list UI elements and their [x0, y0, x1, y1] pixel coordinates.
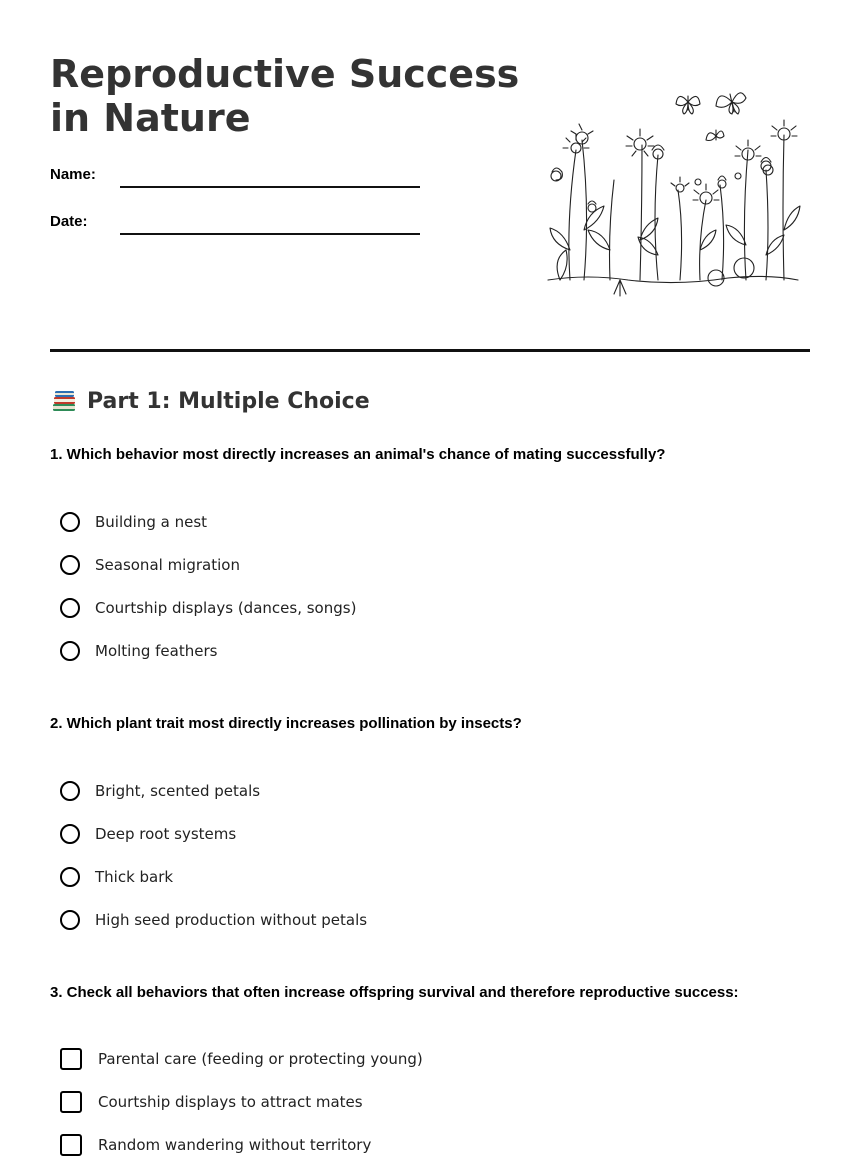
- q2-option-2[interactable]: [60, 821, 236, 847]
- option-label: Courtship displays to attract mates: [98, 1093, 363, 1111]
- option-label: Random wandering without territory: [98, 1136, 372, 1154]
- radio-button[interactable]: [60, 555, 80, 575]
- radio-button[interactable]: [60, 867, 80, 887]
- question-2: 2. Which plant trait most directly increases pollination by insects?: [50, 715, 522, 732]
- option-label: Bright, scented petals: [95, 782, 261, 800]
- part1-heading: [50, 387, 370, 415]
- wildflower-butterfly-illustration: [540, 80, 810, 305]
- radio-button[interactable]: [60, 598, 80, 618]
- q3-option-2[interactable]: [60, 1089, 363, 1115]
- q1-option-2[interactable]: [60, 552, 240, 578]
- option-label: Molting feathers: [95, 642, 218, 660]
- q1-option-3[interactable]: [60, 595, 356, 621]
- option-label: High seed production without petals: [95, 911, 368, 929]
- q1-option-4[interactable]: [60, 638, 217, 664]
- checkbox[interactable]: [60, 1048, 82, 1070]
- worksheet-title: Reproductive Success in Nature: [50, 52, 520, 140]
- q1-option-1[interactable]: [60, 509, 207, 535]
- option-label: Thick bark: [95, 868, 174, 886]
- q3-option-3[interactable]: [60, 1132, 371, 1158]
- date-label: Date:: [50, 213, 88, 230]
- date-blank-line[interactable]: [120, 233, 420, 235]
- checkbox[interactable]: [60, 1134, 82, 1156]
- option-label: Seasonal migration: [95, 556, 240, 574]
- butterfly-icon: [706, 130, 724, 141]
- books-icon: [50, 387, 78, 415]
- section-divider: [50, 349, 810, 352]
- q2-option-3[interactable]: [60, 864, 173, 890]
- name-field: [50, 166, 430, 196]
- date-field: [50, 213, 430, 243]
- butterfly-icon: [716, 93, 746, 114]
- option-label: Parental care (feeding or protecting young): [98, 1050, 423, 1068]
- radio-button[interactable]: [60, 910, 80, 930]
- q3-option-1[interactable]: [60, 1046, 423, 1072]
- q2-option-1[interactable]: [60, 778, 260, 804]
- option-label: Building a nest: [95, 513, 208, 531]
- q2-option-4[interactable]: [60, 907, 367, 933]
- radio-button[interactable]: [60, 824, 80, 844]
- question-3: 3. Check all behaviors that often increase offspring survival and therefore reproductive success:: [50, 984, 739, 1001]
- checkbox[interactable]: [60, 1091, 82, 1113]
- radio-button[interactable]: [60, 781, 80, 801]
- option-label: Courtship displays (dances, songs): [95, 599, 357, 617]
- name-blank-line[interactable]: [120, 186, 420, 188]
- butterfly-icon: [676, 96, 700, 114]
- part1-title: Part 1: Multiple Choice: [87, 388, 370, 414]
- option-label: Deep root systems: [95, 825, 237, 843]
- radio-button[interactable]: [60, 512, 80, 532]
- radio-button[interactable]: [60, 641, 80, 661]
- question-1: 1. Which behavior most directly increases an animal's chance of mating successfully?: [50, 446, 666, 463]
- name-label: Name:: [50, 166, 96, 183]
